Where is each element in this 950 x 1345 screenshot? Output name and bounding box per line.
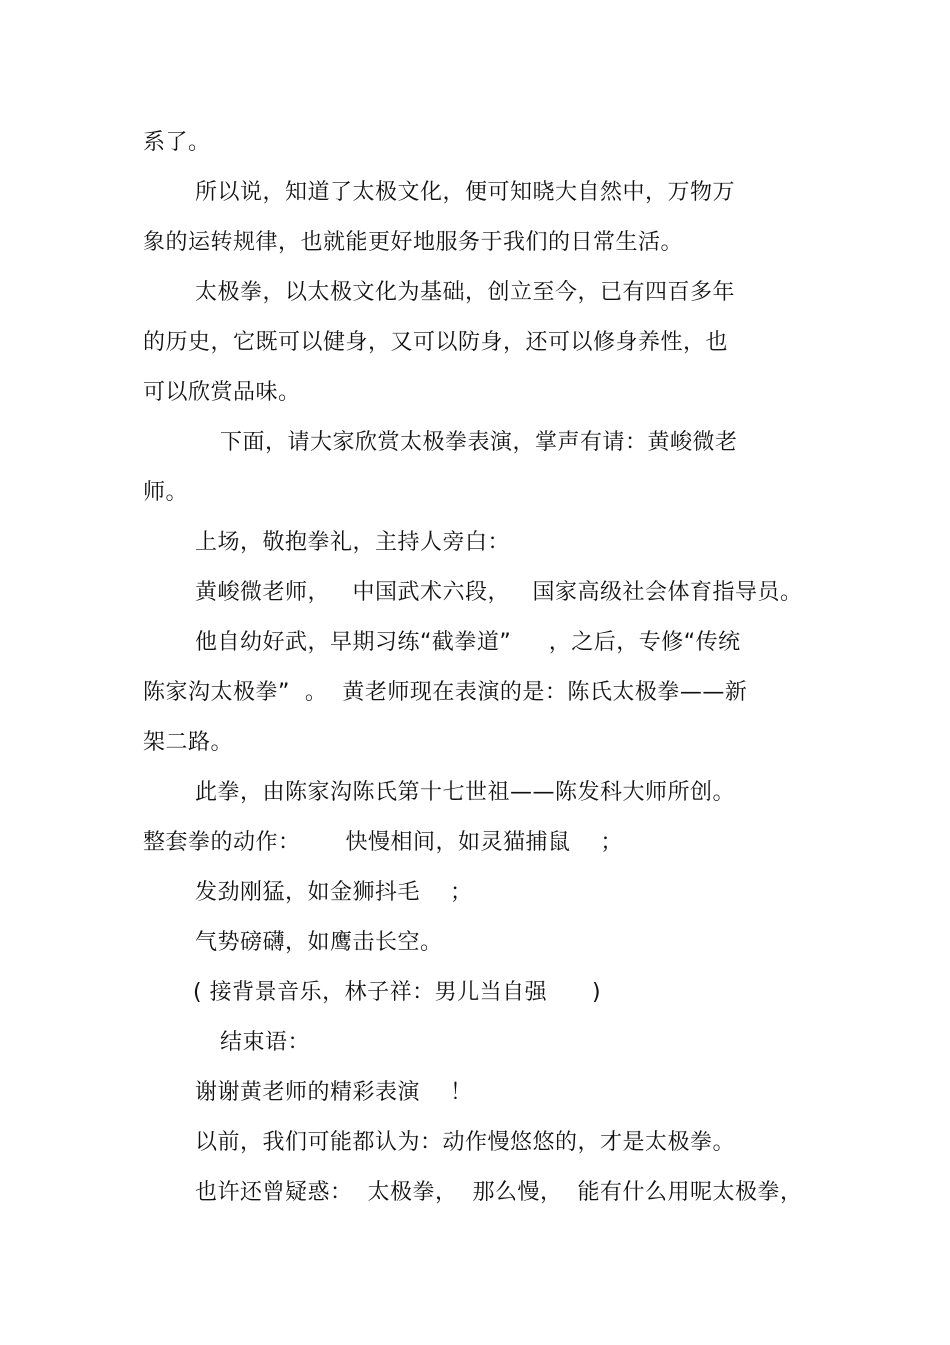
text-line: 象的运转规律，也就能更好地服务于我们的日常生活。 — [143, 230, 684, 255]
text-line: 结束语： — [220, 1030, 311, 1055]
text-line: 下面，请大家欣赏太极拳表演，掌声有请：黄峻微老 — [220, 430, 738, 455]
text-line: 整套拳的动作： 快慢相间，如灵猫捕鼠 ； — [143, 830, 623, 855]
text-line: 的历史，它既可以健身，又可以防身，还可以修身养性，也 — [143, 330, 729, 355]
text-line: 所以说，知道了太极文化，便可知晓大自然中，万物万 — [195, 180, 736, 205]
text-line: 谢谢黄老师的精彩表演 ！ — [195, 1080, 473, 1105]
text-line: 他自幼好武，早期习练“截拳道” ，之后，专修“传统 — [195, 630, 741, 655]
text-line: 以前，我们可能都认为：动作慢悠悠的，才是太极拳。 — [195, 1130, 736, 1155]
text-line: 也许还曾疑惑： 太极拳， 那么慢， 能有什么用呢太极拳， — [195, 1180, 803, 1205]
text-line: 发劲刚猛，如金狮抖毛 ； — [195, 880, 473, 905]
text-line: 可以欣赏品味。 — [143, 380, 301, 405]
text-line: 架二路。 — [143, 730, 234, 755]
text-line: 陈家沟太极拳” 。 黄老师现在表演的是：陈氏太极拳——新 — [143, 680, 748, 705]
text-line: 师。 — [143, 480, 189, 505]
text-line: 太极拳，以太极文化为基础，创立至今，已有四百多年 — [195, 280, 736, 305]
text-line: ( 接背景音乐，林子祥：男儿当自强 ) — [193, 980, 602, 1005]
text-line: 此拳，由陈家沟陈氏第十七世祖——陈发科大师所创。 — [195, 780, 736, 805]
text-line: 气势磅礴，如鹰击长空。 — [195, 930, 443, 955]
text-line: 上场，敬抱拳礼，主持人旁白： — [195, 530, 511, 555]
text-line: 系了。 — [143, 130, 211, 155]
text-line: 黄峻微老师， 中国武术六段， 国家高级社会体育指导员。 — [195, 580, 803, 605]
